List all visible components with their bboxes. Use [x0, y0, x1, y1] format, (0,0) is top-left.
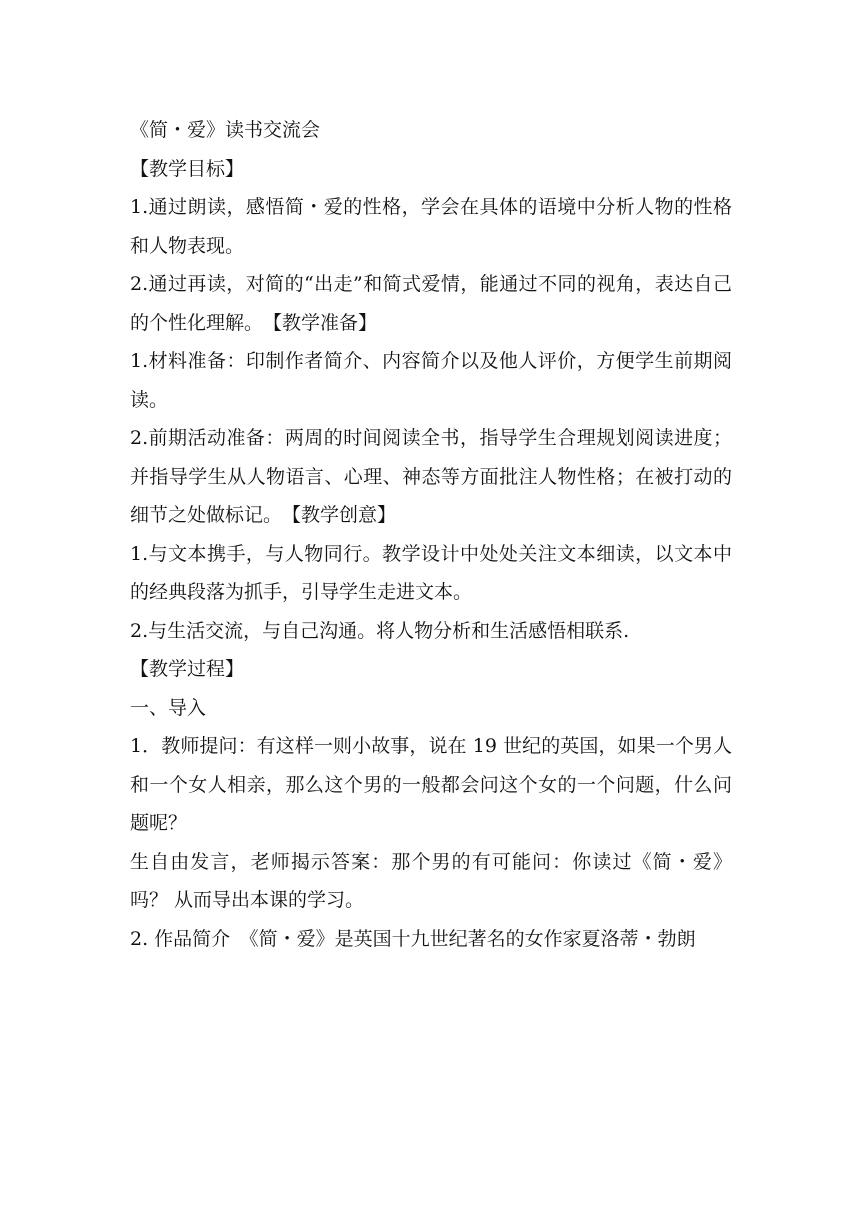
- paragraph: 2.通过再读，对简的“出走”和简式爱情，能通过不同的视角，表达自己的个性化理解。 【教学准备】: [130, 273, 732, 334]
- paragraph: 2.与生活交流，与自己沟通。将人物分析和生活感悟相联系.: [130, 619, 630, 642]
- paragraph: 生自由发言，老师揭示答案：那个男的有可能问：你读过《简・爱》吗？ 从而导出本课的学习。: [130, 850, 732, 911]
- paragraph: 2. 作品简介 《简・爱》是英国十九世纪著名的女作家夏洛蒂・勃朗: [130, 927, 696, 950]
- section-heading-teaching-goals: 【教学目标】: [130, 157, 245, 180]
- paragraph: 1.材料准备：印制作者简介、内容简介以及他人评价，方便学生前期阅读。: [130, 350, 732, 411]
- document-body: [130, 111, 732, 958]
- paragraph: 1．教师提问：有这样一则小故事，说在 19 世纪的英国，如果一个男人和一个女人相亲，那么这个男的一般都会问这个女的一个问题，什么问题呢？: [130, 735, 732, 834]
- document-title: 《简・爱》读书交流会: [130, 119, 321, 141]
- paragraph: 1.与文本携手，与人物同行。教学设计中处处关注文本细读，以文本中的经典段落为抓手，引导学生走进文本。: [130, 542, 732, 603]
- paragraph: 2.前期活动准备：两周的时间阅读全书，指导学生合理规划阅读进度；并指导学生从人物语言、心理、神态等方面批注人物性格；在被打动的细节之处做标记。 【教学创意】: [130, 427, 732, 526]
- paragraph: 1.通过朗读，感悟简・爱的性格，学会在具体的语境中分析人物的性格和人物表现。: [130, 196, 732, 257]
- section-heading-teaching-process: 【教学过程】: [130, 658, 245, 680]
- subheading-introduction: 一、导入: [130, 696, 207, 719]
